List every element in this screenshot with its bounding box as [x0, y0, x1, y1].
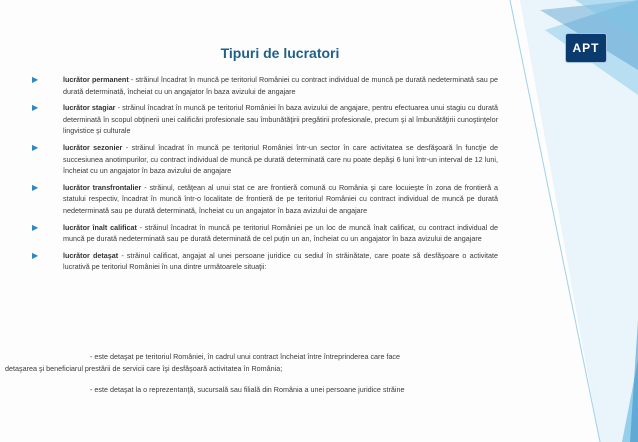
- list-item: [30, 182, 498, 217]
- item-term: lucrător sezonier: [63, 142, 123, 152]
- slide-title: Tipuri de lucratori: [220, 45, 340, 61]
- list-item: [30, 142, 498, 177]
- item-term: lucrător stagiar: [63, 103, 116, 113]
- triangle-right-icon: ▶: [32, 75, 39, 84]
- triangle-right-icon: ▶: [32, 250, 39, 260]
- item-description: - străinul încadrat în muncă pe teritoriul României într-un sector în care activitatea se desfăşoară în funcţie de succesiunea anotimpurilor, cu contract individual de muncă pe durată determinată care nu poate depăşi 6 luni într-un interval de 12 luni, încheiat cu un angajator în baza avizului de angajare: [63, 142, 499, 176]
- item-term: lucrător detaşat: [63, 250, 119, 260]
- item-description: - străinul încadrat în muncă pe teritoriul României în baza avizului de angajare, pentru efectuarea unui stagiu cu durată determinată în scopul obţinerii unei calificări profesionale sau îmbunătăţirii pregătirii profesionale, precum şi al îmbunătăţirii cunoştinţelor lingvistice şi culturale: [63, 103, 499, 136]
- sub-item-line: - este detaşat pe teritoriul României, în cadrul unui contract încheiat între întreprinderea care face: [90, 352, 401, 361]
- item-text: [63, 142, 498, 177]
- list-item: [30, 222, 498, 245]
- sub-item-line: - este detaşat la o reprezentanţă, sucursală sau filială din România a unei persoane juridice străine: [90, 385, 405, 394]
- bullet-list: [30, 74, 498, 278]
- triangle-right-icon: ▶: [32, 103, 39, 113]
- triangle-right-icon: ▶: [32, 222, 39, 232]
- item-text: [63, 182, 498, 217]
- triangle-right-icon: ▶: [32, 182, 39, 192]
- item-text: [63, 250, 498, 273]
- item-text: [63, 222, 498, 245]
- sub-item-line: detaşarea şi beneficiarul prestării de servicii care îşi desfăşoară activitatea în România;: [5, 364, 283, 373]
- triangle-right-icon: ▶: [32, 142, 39, 152]
- item-description: - străinul, cetăţean al unui stat ce are frontieră comună cu România şi care locuieşte în zona de frontieră a statului respectiv, încadrat în muncă într-o localitate de frontieră de pe teritoriul României cu contract individual de muncă pe durată nedeterminată sau pe durată determinată, încheiat cu un angajator în baza avizului de angajare: [63, 182, 499, 215]
- item-text: [63, 102, 498, 137]
- item-term: lucrător permanent: [63, 75, 129, 84]
- item-term: lucrător transfrontalier: [63, 182, 142, 192]
- list-item: [30, 74, 498, 97]
- item-description: - străinul încadrat în muncă pe teritoriul României cu contract individual de muncă pe durată nedeterminată sau pe durată determinată, încheiat cu un angajator în baza avizului de angajare: [63, 75, 498, 96]
- item-text: [63, 74, 498, 97]
- list-item: [30, 102, 498, 137]
- item-term: lucrător înalt calificat: [63, 222, 137, 232]
- item-description: - străinul calificat, angajat al unei persoane juridice cu sediul în străinătate, care poate să desfăşoare o activitate lucrativă pe teritoriul României în una dintre următoarele situaţii:: [63, 250, 498, 272]
- apt-logo: APT: [565, 33, 607, 63]
- item-description: - străinul încadrat în muncă pe teritoriul României pe un loc de muncă înalt calificat, cu contract individual de muncă pe durată nedeterminată sau pe durată determinată de cel puţin un an, încheiat cu un angajator în baza avizului de angajare: [63, 222, 498, 244]
- list-item: [30, 250, 498, 273]
